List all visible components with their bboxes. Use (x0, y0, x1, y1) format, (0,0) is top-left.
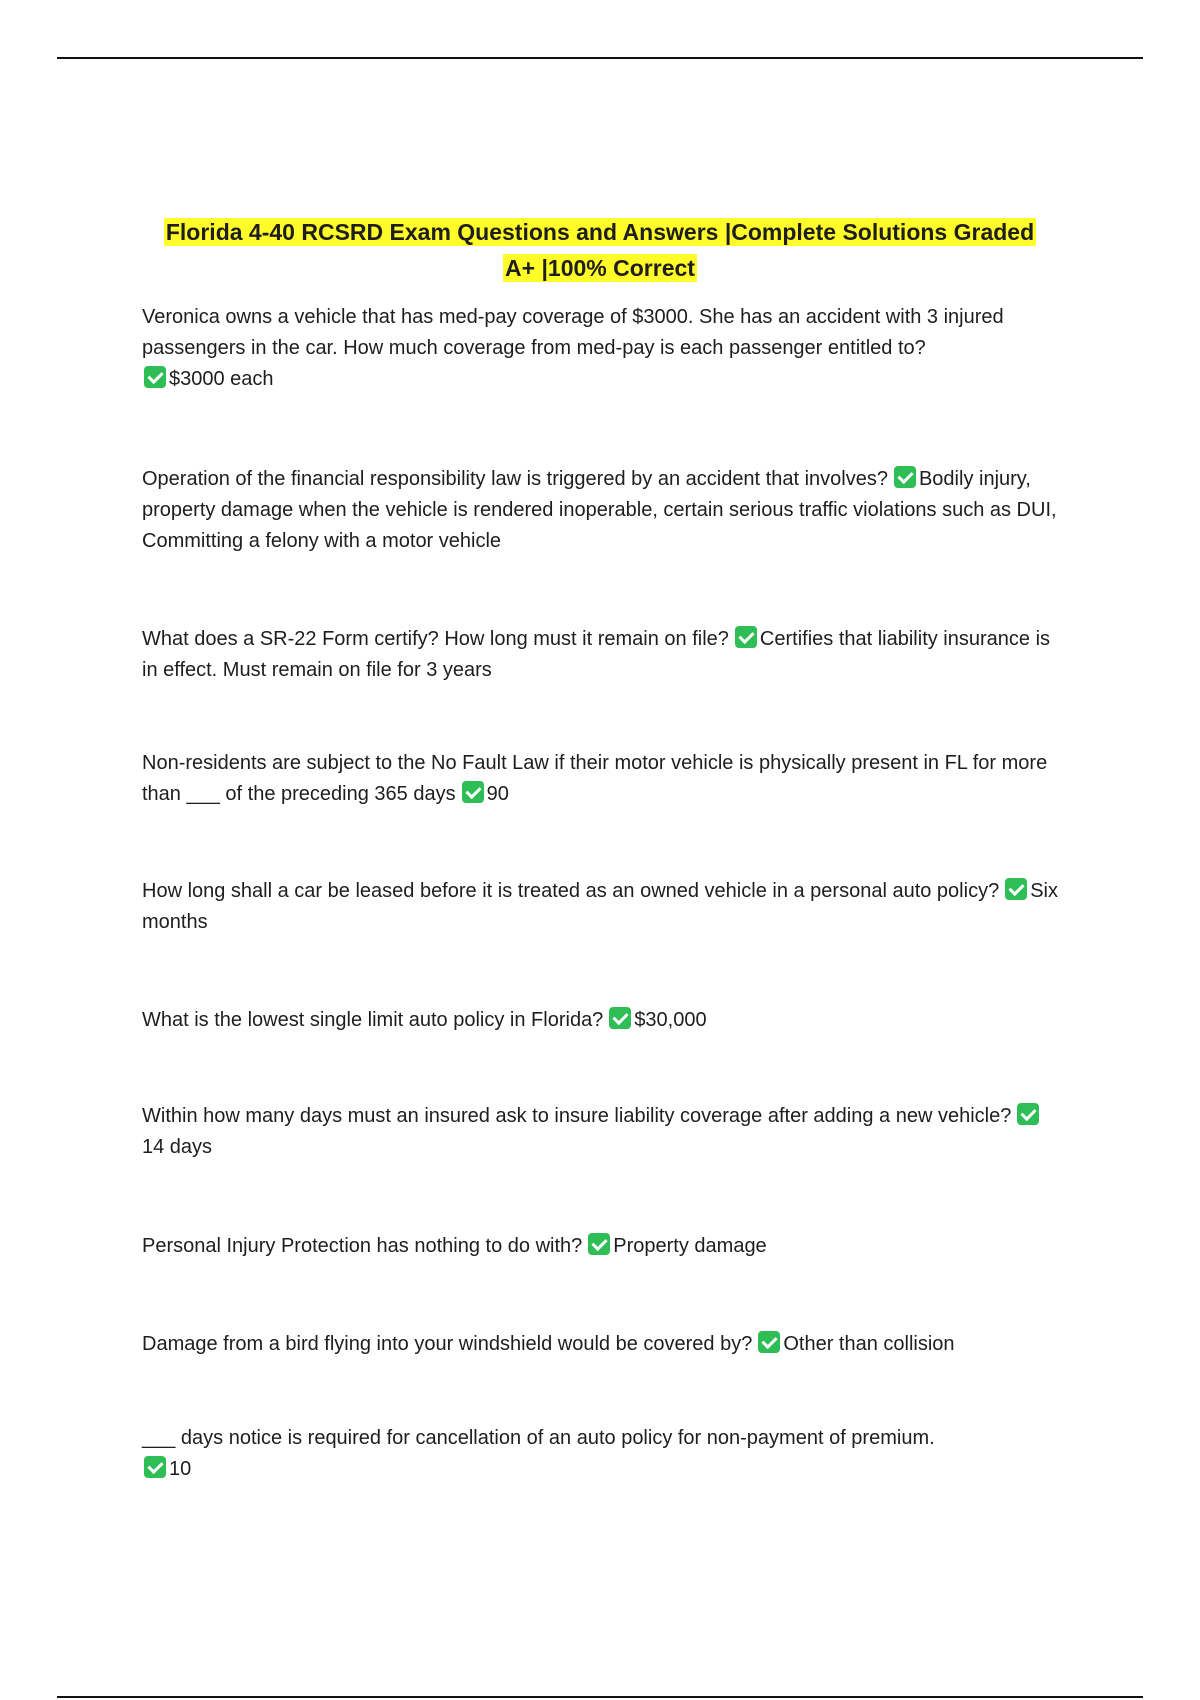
answer-text: 14 days (142, 1136, 213, 1158)
question-text: What does a SR-22 Form certify? How long must it remain on file? (142, 628, 729, 650)
question-text: ___ days notice is required for cancellation of an auto policy for non-payment of premium. (142, 1427, 935, 1449)
question-text: Personal Injury Protection has nothing to do with? (142, 1235, 583, 1257)
qa-item (142, 1423, 1062, 1485)
answer-text: Certifies that liability insurance is in effect. Must remain on file for 3 years (142, 628, 1051, 681)
question-text: How long shall a car be leased before it is treated as an owned vehicle in a personal auto policy? (142, 880, 1000, 902)
answer-text: Other than collision (783, 1333, 955, 1355)
document-title (100, 214, 1100, 286)
check-mark-icon (735, 626, 757, 648)
answer-text: Six months (142, 880, 1058, 933)
check-mark-icon (144, 366, 166, 388)
answer-text: 90 (486, 783, 509, 805)
title-line-1: Florida 4-40 RCSRD Exam Questions and Answers |Complete Solutions Graded (165, 219, 1035, 245)
qa-item (142, 748, 1062, 810)
answer-text: $3000 each (169, 368, 274, 390)
answer-text: $30,000 (634, 1009, 707, 1031)
question-text: Within how many days must an insured ask to insure liability coverage after adding a new vehicle? (142, 1105, 1012, 1127)
check-mark-icon (1005, 878, 1027, 900)
qa-item (142, 1231, 1062, 1262)
qa-item (142, 1329, 1062, 1360)
check-mark-icon (758, 1331, 780, 1353)
qa-item (142, 464, 1062, 557)
check-mark-icon (462, 781, 484, 803)
check-mark-icon (894, 466, 916, 488)
answer-text: Bodily injury, property damage when the vehicle is rendered inoperable, certain serious traffic violations such as DUI, Committing a felony with a motor vehicle (142, 468, 1057, 552)
qa-item (142, 1005, 1062, 1036)
qa-item (142, 624, 1062, 686)
qa-item (142, 876, 1062, 938)
check-mark-icon (1017, 1103, 1039, 1125)
qa-item (142, 1101, 1062, 1163)
answer-text: 10 (169, 1458, 192, 1480)
question-text: What is the lowest single limit auto policy in Florida? (142, 1009, 604, 1031)
question-text: Veronica owns a vehicle that has med-pay coverage of $3000. She has an accident with 3 injured passengers in the car. How much coverage from med-pay is each passenger entitled to? (142, 306, 1004, 359)
question-text: Operation of the financial responsibility law is triggered by an accident that involves? (142, 468, 888, 490)
title-line-2: A+ |100% Correct (505, 255, 695, 281)
qa-item (142, 302, 1062, 395)
check-mark-icon (588, 1233, 610, 1255)
answer-text: Property damage (613, 1235, 767, 1257)
top-rule (57, 57, 1143, 59)
question-text: Damage from a bird flying into your windshield would be covered by? (142, 1333, 753, 1355)
check-mark-icon (144, 1456, 166, 1478)
bottom-rule (57, 1696, 1143, 1698)
check-mark-icon (609, 1007, 631, 1029)
question-text: Non-residents are subject to the No Fault Law if their motor vehicle is physically present in FL for more than ___ of the preceding 365 days (142, 752, 1048, 805)
